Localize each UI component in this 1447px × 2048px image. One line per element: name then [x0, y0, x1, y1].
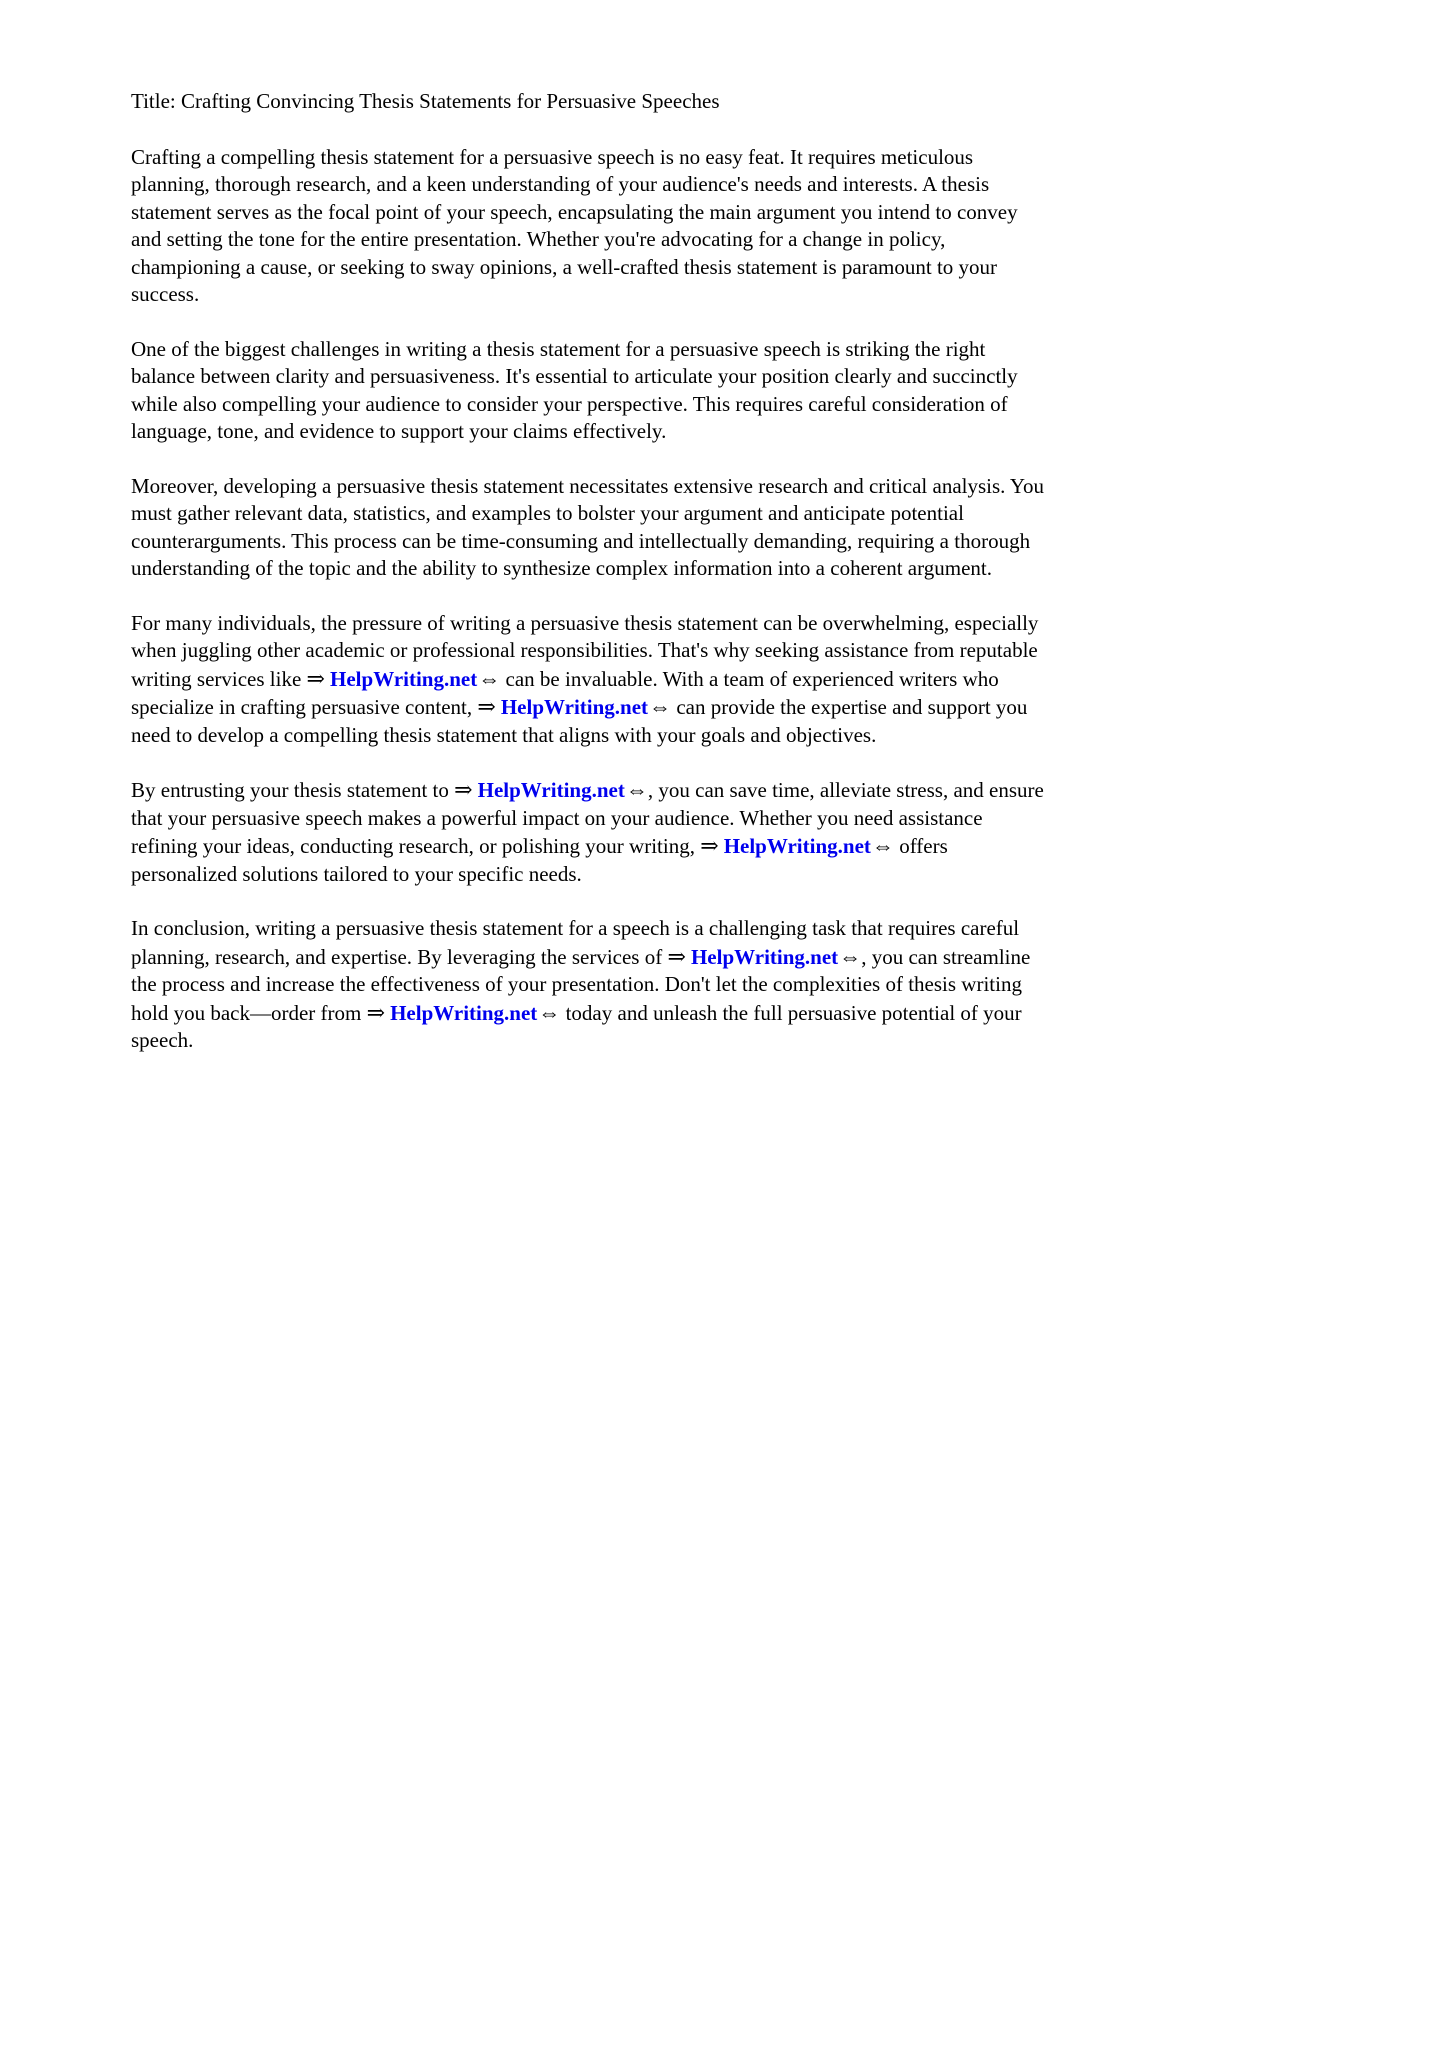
paragraph: Moreover, developing a persuasive thesis statement necessitates extensive research and critical analysis. You must gather relevant data, statistics, and examples to bolster your argument and anticipate potential counterarguments. This process can be time-consuming and intellectually demanding, requiring a thorough understanding of the topic and the ability to synthesize complex information into a coherent argument. [131, 473, 1044, 580]
helpwriting-link[interactable]: HelpWriting.net [500, 695, 649, 719]
helpwriting-link[interactable]: HelpWriting.net [477, 778, 625, 802]
double-arrow-leftright-icon: ⇔ [839, 943, 862, 969]
helpwriting-link[interactable]: HelpWriting.net [723, 834, 871, 858]
document-title: Title: Crafting Convincing Thesis Statements for Persuasive Speeches [131, 89, 720, 113]
link-group [307, 667, 501, 691]
paragraph: One of the biggest challenges in writing a thesis statement for a persuasive speech is striking the right balance between clarity and persuasiveness. It's essential to articulate your position clearly and succinctly while also compelling your audience to consider your perspective. This requires careful consideration of language, tone, and evidence to support your claims effectively. [131, 336, 1018, 443]
paragraph: In conclusion, writing a persuasive thesis statement for a speech is a challenging task that requires careful planning, research, and expertise. By leveraging the services of ⇒ HelpWriting.net⇔, you can streamline the process and increase the effectiveness of your presentation. Don't let the complexities of thesis writing hold you back—order from ⇒ HelpWriting.net⇔ today and unleash the full persuasive potential of your speech. [131, 916, 1031, 1052]
link-group [667, 945, 861, 969]
double-arrow-leftright-icon: ⇔ [649, 694, 672, 719]
double-arrow-right-icon: ⇒ [477, 694, 496, 719]
double-arrow-leftright-icon: ⇔ [538, 999, 561, 1025]
helpwriting-link[interactable]: HelpWriting.net [330, 666, 478, 691]
double-arrow-leftright-icon: ⇔ [625, 777, 648, 802]
paragraph: By entrusting your thesis statement to ⇒ HelpWriting.net⇔, you can save time, alleviate stress, and ensure that your persuasive speech makes a powerful impact on your audience. Whether you need assistance refining your ideas, conducting research, or polishing your writing, ⇒ HelpWriting.net⇔ offers personalized solutions tailored to your specific needs. [131, 777, 1044, 886]
link-group [454, 778, 648, 802]
double-arrow-right-icon: ⇒ [700, 833, 719, 858]
double-arrow-leftright-icon: ⇔ [478, 665, 501, 691]
document-body [131, 144, 1046, 1055]
helpwriting-link[interactable]: HelpWriting.net [390, 1000, 538, 1025]
double-arrow-right-icon: ⇒ [306, 665, 326, 691]
double-arrow-right-icon: ⇒ [454, 777, 473, 802]
double-arrow-right-icon: ⇒ [366, 999, 386, 1025]
paragraph: Crafting a compelling thesis statement for a persuasive speech is no easy feat. It requires meticulous planning, thorough research, and a keen understanding of your audience's needs and interests. A thesis statement serves as the focal point of your speech, encapsulating the main argument you intend to convey and setting the tone for the entire presentation. Whether you're advocating for a change in policy, championing a cause, or seeking to sway opinions, a well-crafted thesis statement is paramount to your success. [131, 144, 1018, 306]
link-group [700, 834, 894, 858]
double-arrow-leftright-icon: ⇔ [871, 833, 894, 858]
link-group [367, 1001, 561, 1025]
double-arrow-right-icon: ⇒ [667, 943, 686, 969]
helpwriting-link[interactable]: HelpWriting.net [690, 944, 839, 969]
link-group [477, 695, 671, 719]
document-content [131, 88, 1046, 1082]
paragraph: For many individuals, the pressure of writing a persuasive thesis statement can be overwhelming, especially when juggling other academic or professional responsibilities. That's why seeking assistance from reputable writing services like ⇒ HelpWriting.net⇔ can be invaluable. With a team of experienced writers who specialize in crafting persuasive content, ⇒ HelpWriting.net⇔ can provide the expertise and support you need to develop a compelling thesis statement that aligns with your goals and objectives. [131, 610, 1039, 747]
